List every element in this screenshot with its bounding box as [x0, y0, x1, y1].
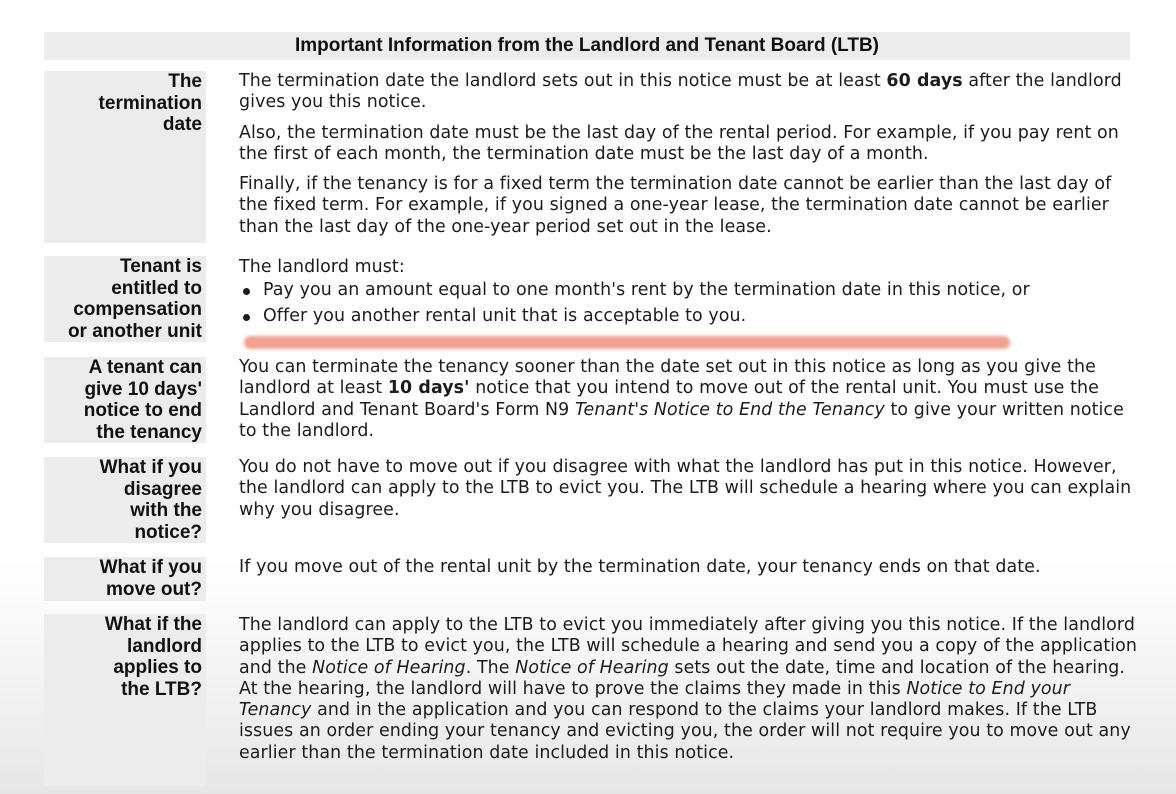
move-out-paragraph: If you move out of the rental unit by the termination date, your tenancy ends on that date.: [239, 557, 1041, 577]
disagree-paragraph: You do not have to move out if you disagree with what the landlord has put in this notice. However, the landlord can apply to the LTB to evict you. The LTB will schedule a hearing where you can explain why you disagree.: [239, 457, 1132, 520]
content-landlord-applies: [239, 615, 1139, 764]
label-ten-days-notice: A tenant can give 10 days' notice to end the tenancy: [44, 357, 206, 443]
termination-paragraph-2: Also, the termination date must be the last day of the rental period. For example, if you pay rent on the first of each month, the termination date must be the last day of a month.: [239, 122, 1119, 164]
label-landlord-applies: What if the landlord applies to the LTB?: [44, 614, 206, 786]
content-compensation: [239, 257, 1139, 331]
applies-paragraph: The landlord can apply to the LTB to evict you immediately after giving you this notice. If the landlord applies to the LTB to evict you, the LTB will schedule a hearing and send you a copy of the application and the Notice of Hearing. The Notice of Hearing sets out the date, time and location of the hearing. At the hearing, the landlord will have to prove the claims they made in this Notice to End your Tenancy and in the application and you can respond to the claims your landlord makes. If the LTB issues an order ending your tenancy and evicting you, the order will not require you to move out any earlier than the termination date included in this notice.: [239, 615, 1138, 763]
content-ten-days-notice: [239, 357, 1139, 442]
compensation-list: [239, 280, 1139, 327]
content-move-out: [239, 557, 1139, 578]
list-item: Offer you another rental unit that is acceptable to you.: [239, 306, 1139, 327]
label-disagree: What if you disagree with the notice?: [44, 457, 206, 543]
label-move-out: What if you move out?: [44, 557, 206, 601]
compensation-intro: The landlord must:: [239, 257, 405, 277]
termination-paragraph-1: The termination date the landlord sets out in this notice must be at least 60 days after the landlord gives you this notice.: [239, 71, 1122, 113]
ten-days-paragraph: You can terminate the tenancy sooner than the date set out in this notice as long as you give the landlord at least 10 days' notice that you intend to move out of the rental unit. You must use the Landlord and Tenant Board's Form N9 Tenant's Notice to End the Tenancy to give your written notice to the landlord.: [239, 357, 1124, 441]
highlight-underline: [244, 336, 1010, 349]
label-termination-date: The termination date: [44, 71, 206, 243]
label-compensation: Tenant is entitled to compensation or another unit: [44, 256, 206, 342]
content-termination-date: [239, 71, 1139, 238]
list-item: Pay you an amount equal to one month's rent by the termination date in this notice, or: [239, 280, 1139, 301]
page-header: Important Information from the Landlord and Tenant Board (LTB): [44, 32, 1130, 60]
content-disagree: [239, 457, 1139, 521]
termination-paragraph-3: Finally, if the tenancy is for a fixed term the termination date cannot be earlier than the last day of the fixed term. For example, if you signed a one-year lease, the termination date cannot be earlier than the last day of the one-year period set out in the lease.: [239, 174, 1112, 237]
